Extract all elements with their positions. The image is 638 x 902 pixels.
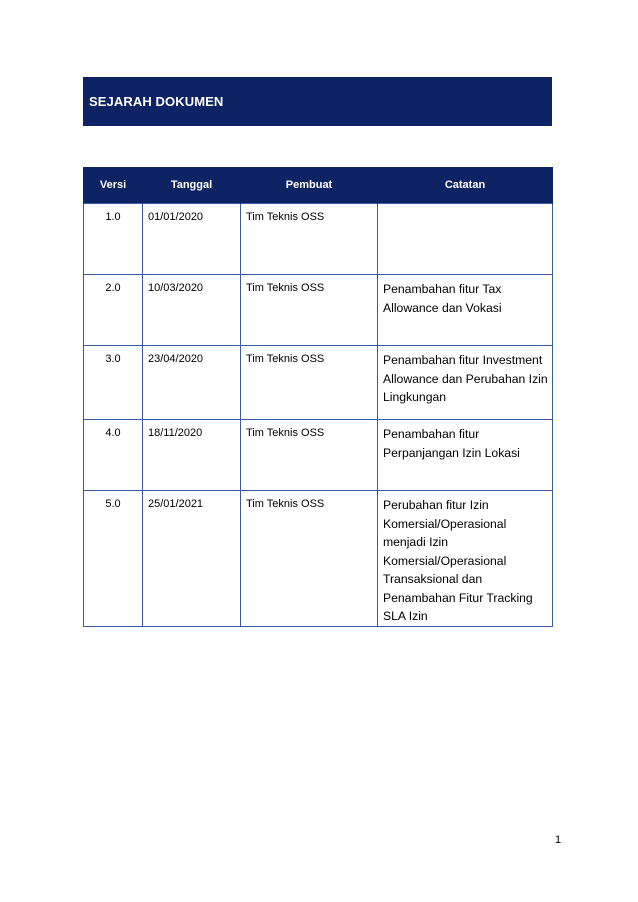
table-row: [84, 420, 553, 491]
table-row: [84, 346, 553, 420]
section-title: SEJARAH DOKUMEN: [89, 94, 224, 109]
cell-pembuat: Tim Teknis OSS: [241, 491, 378, 627]
cell-catatan: Penambahan fitur Tax Allowance dan Vokasi: [378, 275, 553, 346]
table-row: [84, 275, 553, 346]
cell-versi: 4.0: [84, 420, 143, 491]
cell-pembuat: Tim Teknis OSS: [241, 346, 378, 420]
table-row: [84, 204, 553, 275]
header-pembuat: Pembuat: [241, 167, 378, 204]
cell-pembuat: Tim Teknis OSS: [241, 275, 378, 346]
cell-pembuat: Tim Teknis OSS: [241, 204, 378, 275]
cell-versi: 3.0: [84, 346, 143, 420]
cell-versi: 1.0: [84, 204, 143, 275]
section-banner: [83, 77, 552, 126]
cell-tanggal: 18/11/2020: [143, 420, 241, 491]
page-number: 1: [554, 834, 562, 846]
header-tanggal: Tanggal: [143, 167, 241, 204]
cell-catatan: Penambahan fitur Investment Allowance dan Perubahan Izin Lingkungan: [378, 346, 553, 420]
cell-tanggal: 25/01/2021: [143, 491, 241, 627]
cell-catatan: Penambahan fitur Perpanjangan Izin Lokasi: [378, 420, 553, 491]
cell-tanggal: 01/01/2020: [143, 204, 241, 275]
cell-versi: 2.0: [84, 275, 143, 346]
table-row: [84, 491, 553, 627]
table-header-row: [84, 167, 553, 204]
cell-catatan: Perubahan fitur Izin Komersial/Operasional menjadi Izin Komersial/Operasional Transaksional dan Penambahan Fitur Tracking SLA Izin: [378, 491, 553, 627]
header-catatan: Catatan: [378, 167, 553, 204]
cell-pembuat: Tim Teknis OSS: [241, 420, 378, 491]
cell-tanggal: 23/04/2020: [143, 346, 241, 420]
cell-versi: 5.0: [84, 491, 143, 627]
cell-catatan: [378, 204, 553, 275]
cell-tanggal: 10/03/2020: [143, 275, 241, 346]
header-versi: Versi: [84, 167, 143, 204]
document-history-table: [83, 167, 553, 627]
